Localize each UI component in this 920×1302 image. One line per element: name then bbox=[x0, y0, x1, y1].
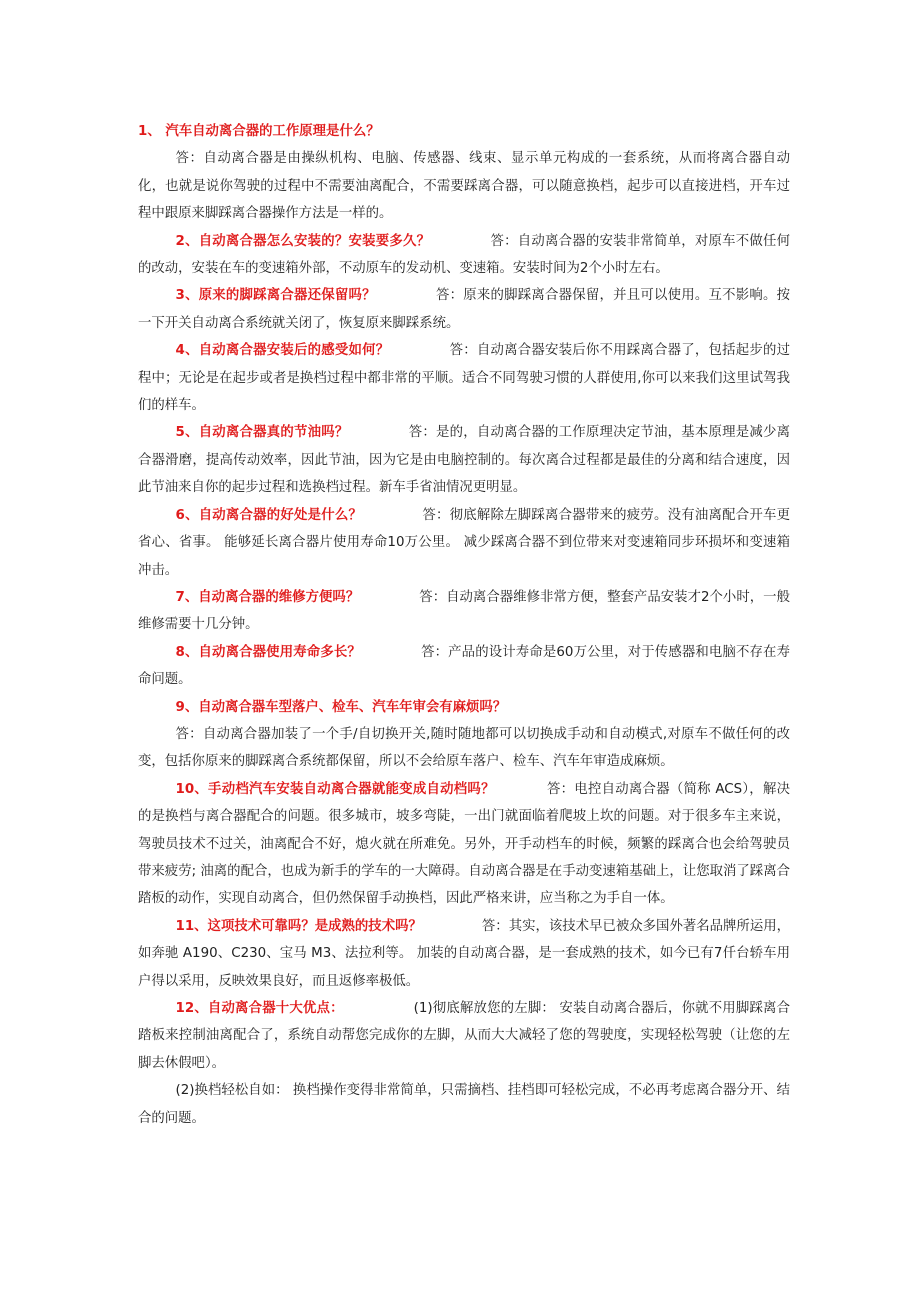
answer-3: 答：原来的脚踩离合器保留，并且可以使用。互不影响。按一下开关自动离合系统就关闭了，恢复原来脚踩系统。 bbox=[138, 288, 790, 331]
answer-10: 答：电控自动离合器（简称 ACS），解决的是换档与离合器配合的问题。很多城市，坡多弯陡，一出门就面临着爬坡上坎的问题。对于很多车主来说，驾驶员技术不过关，油离配合不好，熄火就在所难免。另外，开手动档车的时候，频繁的踩离合也会给驾驶员带来疲劳; 油离的配合，也成为新手的学车的一大障碍。自动离合器是在手动变速箱基础上，让您取消了踩离合踏板的动作，实现自动离合，但仍然保留手动换档，因此严格来讲，应当称之为手自一体。 bbox=[138, 781, 790, 907]
question-12: 12、自动离合器十大优点： bbox=[175, 1001, 344, 1016]
answer-2: 答：自动离合器的安装非常简单，对原车不做任何的改动，安装在车的变速箱外部，不动原车的发动机、变速箱。安装时间为2个小时左右。 bbox=[138, 233, 790, 277]
answer-11: 答：其实，该技术早已被众多国外著名品牌所运用，如奔驰 A190、C230、宝马 M3、法拉利等。 加装的自动离合器，是一套成熟的技术，如今已有7仟台轿车用户得以采用，反映效果良好，而且返修率极低。 bbox=[138, 918, 790, 989]
question-8: 8、自动离合器使用寿命多长？ bbox=[175, 644, 361, 660]
question-11: 11、这项技术可靠吗？是成熟的技术吗？ bbox=[175, 918, 422, 934]
answer-5: 答：是的，自动离合器的工作原理决定节油，基本原理是减少离合器滑磨，提高传动效率，因此节油，因为它是由电脑控制的。每次离合过程都是最佳的分离和结合速度，因此节油来自你的起步过程和选换档过程。新车手省油情况更明显。 bbox=[138, 425, 790, 496]
faq-item-11 bbox=[138, 913, 790, 995]
question-5: 5、自动离合器真的节油吗？ bbox=[175, 425, 349, 441]
question-4: 4、自动离合器安装后的感受如何？ bbox=[175, 343, 390, 359]
question-9: 9、自动离合器车型落户、检车、汽车年审会有麻烦吗？ bbox=[175, 699, 507, 715]
question-6: 6、自动离合器的好处是什么？ bbox=[175, 507, 363, 523]
faq-item-7 bbox=[138, 584, 790, 639]
faq-item-12 bbox=[138, 995, 790, 1077]
faq-item-8 bbox=[138, 639, 790, 694]
faq-document bbox=[138, 118, 790, 1132]
answer-8: 答：产品的设计寿命是60万公里，对于传感器和电脑不存在寿命问题。 bbox=[138, 644, 790, 688]
faq-item-2 bbox=[138, 228, 790, 283]
answer-12-part-2: (2)换档轻松自如： 换档操作变得非常简单，只需摘档、挂档即可轻松完成，不必再考虑离合器分开、结合的问题。 bbox=[138, 1083, 790, 1126]
answer-1: 答：自动离合器是由操纵机构、电脑、传感器、线束、显示单元构成的一套系统，从而将离合器自动化，也就是说你驾驶的过程中不需要油离配合，不需要踩离合器，可以随意换档，起步可以直接进档，开车过程中跟原来脚踩离合器操作方法是一样的。 bbox=[138, 151, 790, 222]
question-1: 1、 汽车自动离合器的工作原理是什么？ bbox=[138, 124, 380, 139]
answer-7: 答：自动离合器维修非常方便，整套产品安装才2个小时，一般维修需要十几分钟。 bbox=[138, 589, 790, 633]
question-7: 7、自动离合器的维修方便吗？ bbox=[175, 589, 360, 605]
faq-item-5 bbox=[138, 419, 790, 501]
question-3: 3、原来的脚踩离合器还保留吗？ bbox=[175, 288, 376, 304]
faq-item-1 bbox=[138, 118, 790, 145]
question-10: 10、手动档汽车安装自动离合器就能变成自动档吗？ bbox=[175, 781, 495, 797]
faq-item-10 bbox=[138, 776, 790, 913]
answer-9: 答：自动离合器加装了一个手/自切换开关,随时随地都可以切换成手动和自动模式,对原车不做任何的改变，包括你原来的脚踩离合系统都保留，所以不会给原车落户、检车、汽车年审造成麻烦。 bbox=[138, 726, 790, 770]
answer-12-part-1: (1)彻底解放您的左脚： 安装自动离合器后，你就不用脚踩离合踏板来控制油离配合了，系统自动帮您完成你的左脚，从而大大减轻了您的驾驶度，实现轻松驾驶（让您的左脚去休假吧）。 bbox=[138, 1001, 790, 1071]
answer-6: 答：彻底解除左脚踩离合器带来的疲劳。没有油离配合开车更省心、省事。 能够延长离合器片使用寿命10万公里。 减少踩离合器不到位带来对变速箱同步环损坏和变速箱冲击。 bbox=[138, 507, 790, 578]
question-2: 2、自动离合器怎么安装的？安装要多久？ bbox=[175, 233, 431, 249]
faq-item-3 bbox=[138, 282, 790, 337]
faq-item-9 bbox=[138, 694, 790, 721]
faq-item-6 bbox=[138, 502, 790, 584]
faq-item-4 bbox=[138, 337, 790, 419]
answer-4: 答：自动离合器安装后你不用踩离合器了，包括起步的过程中；无论是在起步或者是换档过程中都非常的平顺。适合不同驾驶习惯的人群使用,你可以来我们这里试驾我们的样车。 bbox=[138, 343, 790, 414]
